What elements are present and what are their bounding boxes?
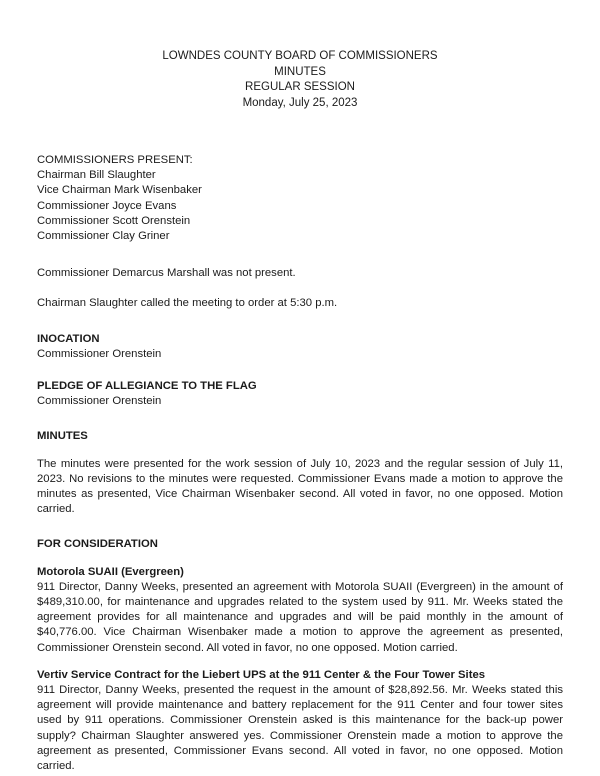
spacer [37,445,563,457]
commissioner-griner: Commissioner Clay Griner [37,230,170,243]
spacer [37,656,563,668]
agenda-item-title-motorola: Motorola SUAII (Evergreen) [37,565,184,578]
agenda-item-body-motorola: 911 Director, Danny Weeks, presented an agreement with Motorola SUAII (Evergreen) in the amount of $489,310.00, for maintenance and upgrades related to the system used by 911. Mr. Weeks stated the agreement provides for all maintenance and upgrades and will be paid monthly in the amount of $40,776.00. Vice Chairman Wisenbaker made a motion to approve the agreement as presented, Commissioner Orenstein second. All voted in favor, no one opposed. Motion carried. [37,580,563,654]
minutes-body: The minutes were presented for the work session of July 10, 2023 and the regular session of July 11, 2023. No revisions to the minutes were requested. Commissioner Evans made a motion to approve the minutes as presented, Vice Chairman Wisenbaker second. All voted in favor, no one opposed. Motion carried. [37,457,563,516]
spacer [37,517,563,537]
invocation-body: Commissioner Orenstein [37,347,162,360]
document-header [37,49,563,111]
commissioner-vice-chairman: Vice Chairman Mark Wisenbaker [37,184,202,197]
pledge-body: Commissioner Orenstein [37,395,162,408]
commissioners-present-block [37,153,563,244]
page-title: LOWNDES COUNTY BOARD OF COMMISSIONERS [162,50,438,62]
spacer [37,362,563,379]
document-type: MINUTES [274,65,326,78]
section-heading-invocation: INOCATION [37,332,100,345]
commissioners-present-heading: COMMISSIONERS PRESENT: [37,154,193,166]
spacer [37,312,563,332]
section-heading-pledge: PLEDGE OF ALLEGIANCE TO THE FLAG [37,380,257,393]
spacer [37,281,563,296]
spacer [37,553,563,565]
session-type: REGULAR SESSION [245,81,355,93]
commissioner-chairman: Chairman Bill Slaughter [37,169,156,182]
spacer [37,111,563,153]
agenda-item-title-vertiv: Vertiv Service Contract for the Liebert UPS at the 911 Center & the Four Tower Sites [37,668,486,681]
commissioner-evans: Commissioner Joyce Evans [37,199,177,212]
section-heading-minutes: MINUTES [37,430,88,443]
section-heading-for-consideration: FOR CONSIDERATION [37,538,158,551]
call-to-order-note: Chairman Slaughter called the meeting to order at 5:30 p.m. [37,297,338,310]
meeting-date: Monday, July 25, 2023 [242,96,358,109]
absent-note: Commissioner Demarcus Marshall was not present. [37,267,296,280]
spacer [37,244,563,266]
spacer [37,409,563,429]
document-body [37,0,563,774]
commissioner-orenstein: Commissioner Scott Orenstein [37,214,191,227]
agenda-item-body-vertiv: 911 Director, Danny Weeks, presented the request in the amount of $28,892.56. Mr. Weeks stated this agreement will provide maintenance and battery replacement for the 911 Center and four tower sites used by 911 operations. Commissioner Orenstein asked is this maintenance for the back-up power supply? Chairman Slaughter answered yes. Commissioner Orenstein made a motion to approve the agreement as presented, Commissioner Evans second. All voted in favor, no one opposed. Motion carried. [37,684,563,773]
